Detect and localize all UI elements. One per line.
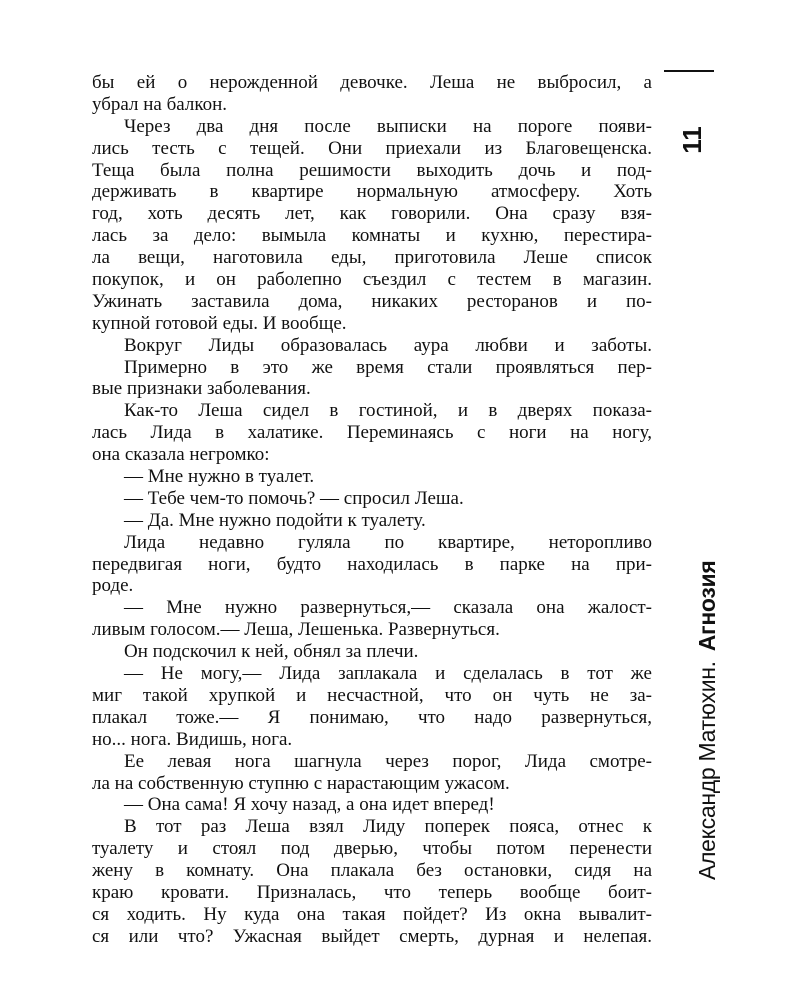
text-line: ла на собственную ступню с нарастающим ужасом.: [92, 772, 510, 794]
running-head: [694, 180, 720, 880]
text-line: — Тебе чем-то помочь? — спросил Леша.: [124, 487, 464, 509]
running-head-rule: [664, 70, 714, 72]
text-line: год, хоть десять лет, как говорили. Она сразу взя-: [92, 203, 652, 225]
text-line: Теща была полна решимости выходить дочь и под-: [92, 159, 652, 181]
text-line: ливым голосом.— Леша, Лешенька. Развернуться.: [92, 619, 500, 641]
text-line: но... нога. Видишь, нога.: [92, 728, 293, 750]
text-line: ся ходить. Ну куда она такая пойдет? Из окна вывалит-: [92, 903, 652, 925]
text-line: держивать в квартире нормальную атмосферу. Хоть: [92, 181, 652, 203]
text-line: роде.: [92, 575, 134, 597]
text-line: покупок, и он раболепно съездил с тестем в магазин.: [92, 269, 652, 291]
text-line: убрал на балкон.: [92, 93, 228, 115]
running-head-author: Александр Матюхин.: [694, 661, 720, 880]
running-head-title: Агнозия: [694, 560, 720, 652]
text-line: вые признаки заболевания.: [92, 378, 311, 400]
text-line: Ужинать заставила дома, никаких ресторанов и по-: [92, 290, 652, 312]
text-line: миг такой хрупкой и несчастной, что он чуть не за-: [92, 684, 652, 706]
text-line: — Мне нужно в туалет.: [124, 466, 315, 488]
text-line: В тот раз Леша взял Лиду поперек пояса, отнес к: [124, 816, 652, 838]
text-line: лась за дело: вымыла комнаты и кухню, перестира-: [92, 225, 652, 247]
text-line: Примерно в это же время стали проявляться пер-: [124, 356, 652, 378]
text-line: — Мне нужно развернуться,— сказала она жалост-: [124, 597, 652, 619]
text-line: туалету и стоял под дверью, чтобы потом перенести: [92, 838, 652, 860]
text-line: жену в комнату. Она плакала без остановки, сидя на: [92, 860, 652, 882]
text-line: Ее левая нога шагнула через порог, Лида смотре-: [124, 750, 652, 772]
text-line: — Да. Мне нужно подойти к туалету.: [124, 509, 426, 531]
text-line: Вокруг Лиды образовалась аура любви и заботы.: [124, 334, 652, 356]
text-line: лись тесть с тещей. Они приехали из Благовещенска.: [92, 137, 652, 159]
text-line: краю кровати. Призналась, что теперь вообще боит-: [92, 881, 652, 903]
text-line: лась Лида в халатике. Переминаясь с ноги на ногу,: [92, 422, 652, 444]
text-line: — Не могу,— Лида заплакала и сделалась в тот же: [124, 663, 652, 685]
text-line: бы ей о нерожденной девочке. Леша не выбросил, а: [92, 72, 652, 93]
text-line: Он подскочил к ней, обнял за плечи.: [124, 641, 419, 663]
text-line: Лида недавно гуляла по квартире, неторопливо: [124, 531, 652, 553]
text-line: передвигая ноги, будто находилась в парке на при-: [92, 553, 652, 575]
text-line: Через два дня после выписки на пороге появи-: [124, 115, 652, 137]
text-line: она сказала негромко:: [92, 444, 270, 466]
text-line: плакал тоже.— Я понимаю, что надо развернуться,: [92, 706, 652, 728]
text-line: — Она сама! Я хочу назад, а она идет вперед!: [124, 794, 495, 816]
text-line: Как-то Леша сидел в гостиной, и в дверях показа-: [124, 400, 652, 422]
text-line: ла вещи, наготовила еды, приготовила Леше список: [92, 247, 652, 269]
text-line: купной готовой еды. И вообще.: [92, 312, 347, 334]
page-number: 11: [677, 126, 707, 154]
text-line: ся или что? Ужасная выйдет смерть, дурная и нелепая.: [92, 925, 652, 947]
body-text: [92, 72, 652, 948]
